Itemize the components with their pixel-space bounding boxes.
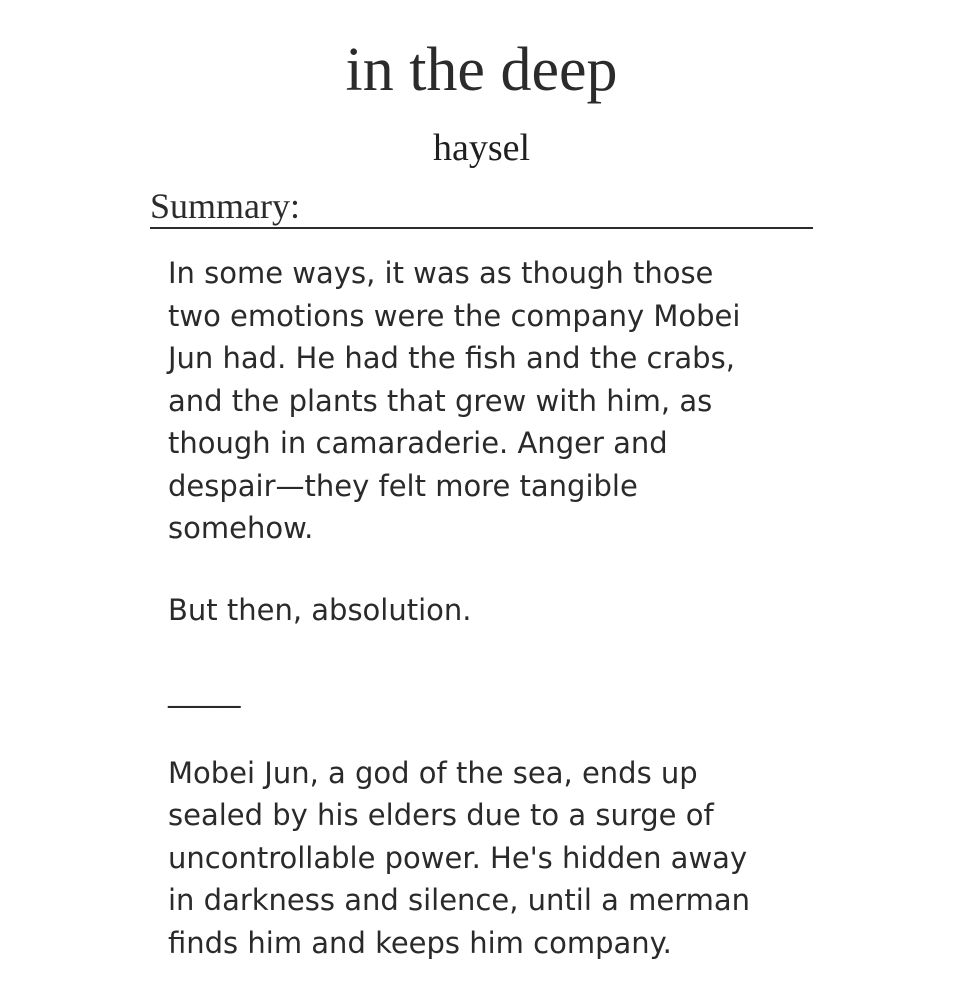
work-title: in the deep	[345, 36, 618, 104]
summary-paragraph: But then, absolution.	[168, 592, 472, 627]
summary-separator: _____	[168, 674, 241, 708]
work-author: haysel	[432, 127, 531, 169]
summary-paragraph: Mobei Jun, a god of the sea, ends up sealed by his elders due to a surge of uncontrollable power. He's hidden away in darkness and silence, until a merman finds him and keeps him company.	[168, 755, 751, 960]
summary-paragraph: In some ways, it was as though those two emotions were the company Mobei Jun had. He had the fish and the crabs, and the plants that grew with him, as though in camaraderie. Anger and despair—they felt more tangible somehow.	[168, 256, 741, 545]
summary-body	[168, 252, 808, 964]
summary-heading: Summary:	[150, 184, 813, 229]
